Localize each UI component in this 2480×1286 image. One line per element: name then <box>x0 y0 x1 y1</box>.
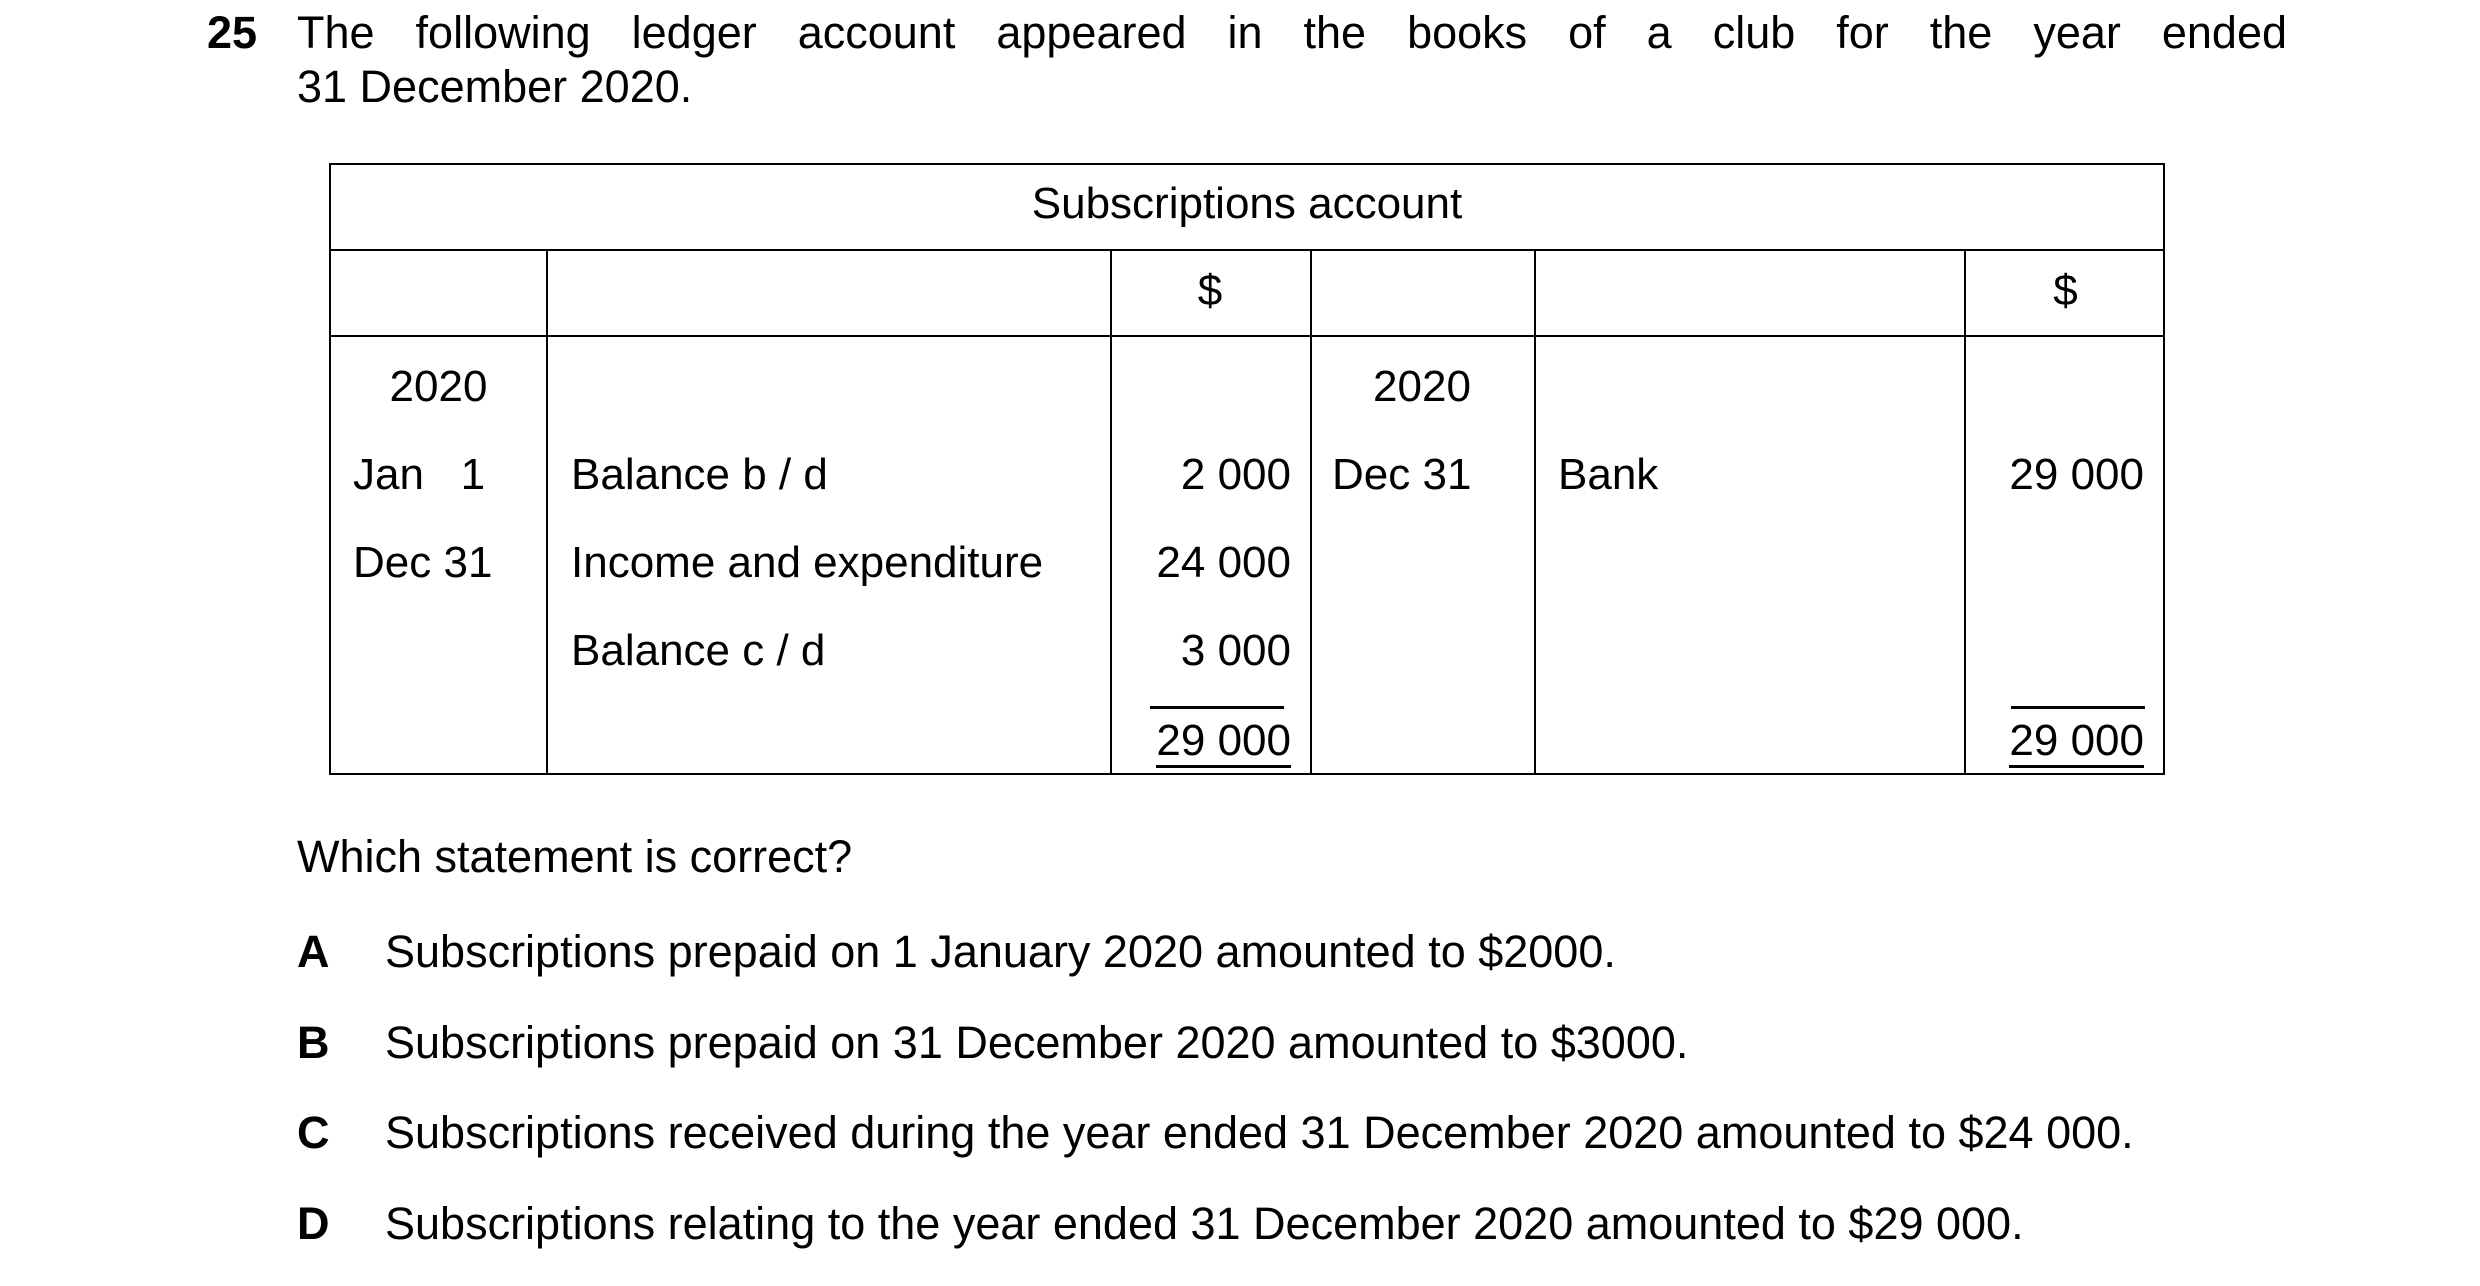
option-text: Subscriptions relating to the year ended 31 December 2020 amounted to $29 000. <box>385 1198 2024 1249</box>
debit-date: Jan 1 <box>353 450 486 499</box>
debit-total-rule <box>1150 706 1284 709</box>
ledger-column-divider <box>1310 249 1312 773</box>
option-letter: D <box>297 1198 330 1249</box>
option-b[interactable] <box>297 1016 1688 1070</box>
option-a[interactable] <box>297 925 1616 979</box>
option-d[interactable] <box>297 1197 2024 1251</box>
ledger-column-divider <box>1534 249 1536 773</box>
option-letter: A <box>297 926 330 977</box>
debit-details: Income and expenditure <box>571 538 1044 587</box>
credit-year: 2020 <box>1373 362 1471 411</box>
debit-total-value: 29 000 <box>1156 719 1291 768</box>
option-text: Subscriptions received during the year ended 31 December 2020 amounted to $24 000. <box>385 1107 2134 1158</box>
question-stem-line-1: The following ledger account appeared in the books of a club for the year ended <box>297 7 2287 58</box>
credit-amount: 29 000 <box>2009 450 2144 499</box>
question-stem <box>297 6 2287 114</box>
ledger-title-divider <box>331 249 2163 251</box>
ledger-title: Subscriptions account <box>1031 179 1463 228</box>
debit-amount: 2 000 <box>1180 450 1291 499</box>
question-stem-line-2: 31 December 2020. <box>297 61 693 112</box>
debit-year: 2020 <box>389 362 488 411</box>
debit-currency-header: $ <box>1197 266 1223 315</box>
debit-details: Balance c / d <box>571 626 826 675</box>
credit-date: Dec 31 <box>1332 450 1472 499</box>
ledger-column-divider <box>1964 249 1966 773</box>
credit-total <box>1964 715 2144 768</box>
subscriptions-ledger-table <box>329 163 2165 775</box>
ledger-header-divider <box>331 335 2163 337</box>
option-text: Subscriptions prepaid on 31 December 2020 amounted to $3000. <box>385 1017 1689 1068</box>
ledger-column-divider <box>546 249 548 773</box>
credit-currency-header: $ <box>2053 266 2078 315</box>
option-letter: C <box>297 1107 330 1158</box>
option-c[interactable] <box>297 1106 2134 1160</box>
debit-amount: 24 000 <box>1156 538 1291 587</box>
credit-total-value: 29 000 <box>2009 719 2144 768</box>
credit-details: Bank <box>1558 450 1659 499</box>
option-letter: B <box>297 1017 330 1068</box>
debit-total <box>1110 715 1291 768</box>
debit-date: Dec 31 <box>353 538 493 587</box>
question-number: 25 <box>207 7 258 58</box>
question-prompt: Which statement is correct? <box>297 831 853 882</box>
debit-amount: 3 000 <box>1180 626 1291 675</box>
debit-details: Balance b / d <box>571 450 828 499</box>
credit-total-rule <box>2011 706 2145 709</box>
option-text: Subscriptions prepaid on 1 January 2020 amounted to $2000. <box>385 926 1616 977</box>
ledger-column-divider <box>1110 249 1112 773</box>
